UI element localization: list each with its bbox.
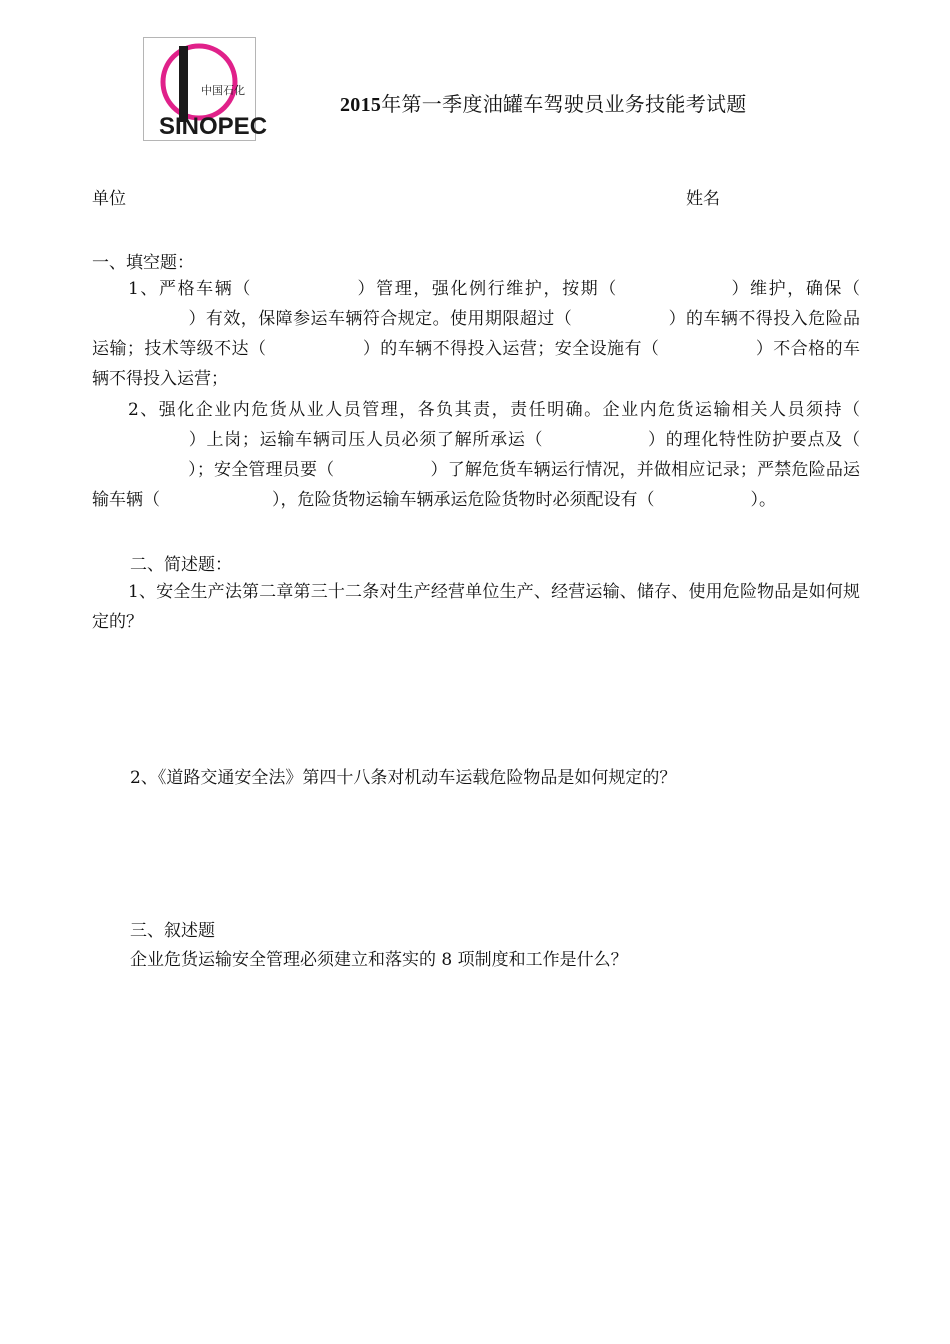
section3-heading: 三、叙述题 bbox=[130, 921, 215, 941]
question-2-1: 1、安全生产法第二章第三十二条对生产经营单位生产、经营运输、储存、使用危险物品是如何规定的？ bbox=[92, 582, 860, 632]
sinopec-logo-mark bbox=[144, 38, 268, 140]
page-title: 2015年第一季度油罐车驾驶员业务技能考试题 bbox=[340, 92, 747, 116]
question-2-2: 2、《道路交通安全法》第四十八条对机动车运载危险物品是如何规定的？ bbox=[130, 768, 677, 788]
question-1-2: 2、强化企业内危货从业人员管理，各负其责，责任明确。企业内危货运输相关人员须持（）上岗；运输车辆司压人员必须了解所承运（ ）的理化特性防护要点及（）；安全管理员要（ ）了解危货车辆运行情况，并做相应记录；严禁危险品运输车辆（ ），危险货物运输车辆承运危险货物时必须配设有（ ）。 bbox=[92, 400, 861, 510]
question-1-1: 1、严格车辆（ ）管理，强化例行维护，按期（ ）维护，确保（）有效，保障参运车辆符合规定。使用期限超过（ ）的车辆不得投入危险品运输；技术等级不达（ ）的车辆不得投入运营；安全设施有（ ）不合格的车辆不得投入运营； bbox=[92, 279, 861, 389]
name-label: 姓名 bbox=[686, 189, 720, 209]
question-3-1: 企业危货运输安全管理必须建立和落实的 8 项制度和工作是什么？ bbox=[130, 950, 628, 970]
sinopec-logo bbox=[143, 37, 268, 141]
logo-text-en: SINOPEC bbox=[159, 113, 268, 140]
section1-heading: 一、填空题： bbox=[92, 253, 194, 273]
section2-heading: 二、简述题： bbox=[130, 555, 232, 575]
unit-label: 单位 bbox=[92, 189, 126, 209]
logo-text-cn: 中国石化 bbox=[201, 84, 245, 97]
